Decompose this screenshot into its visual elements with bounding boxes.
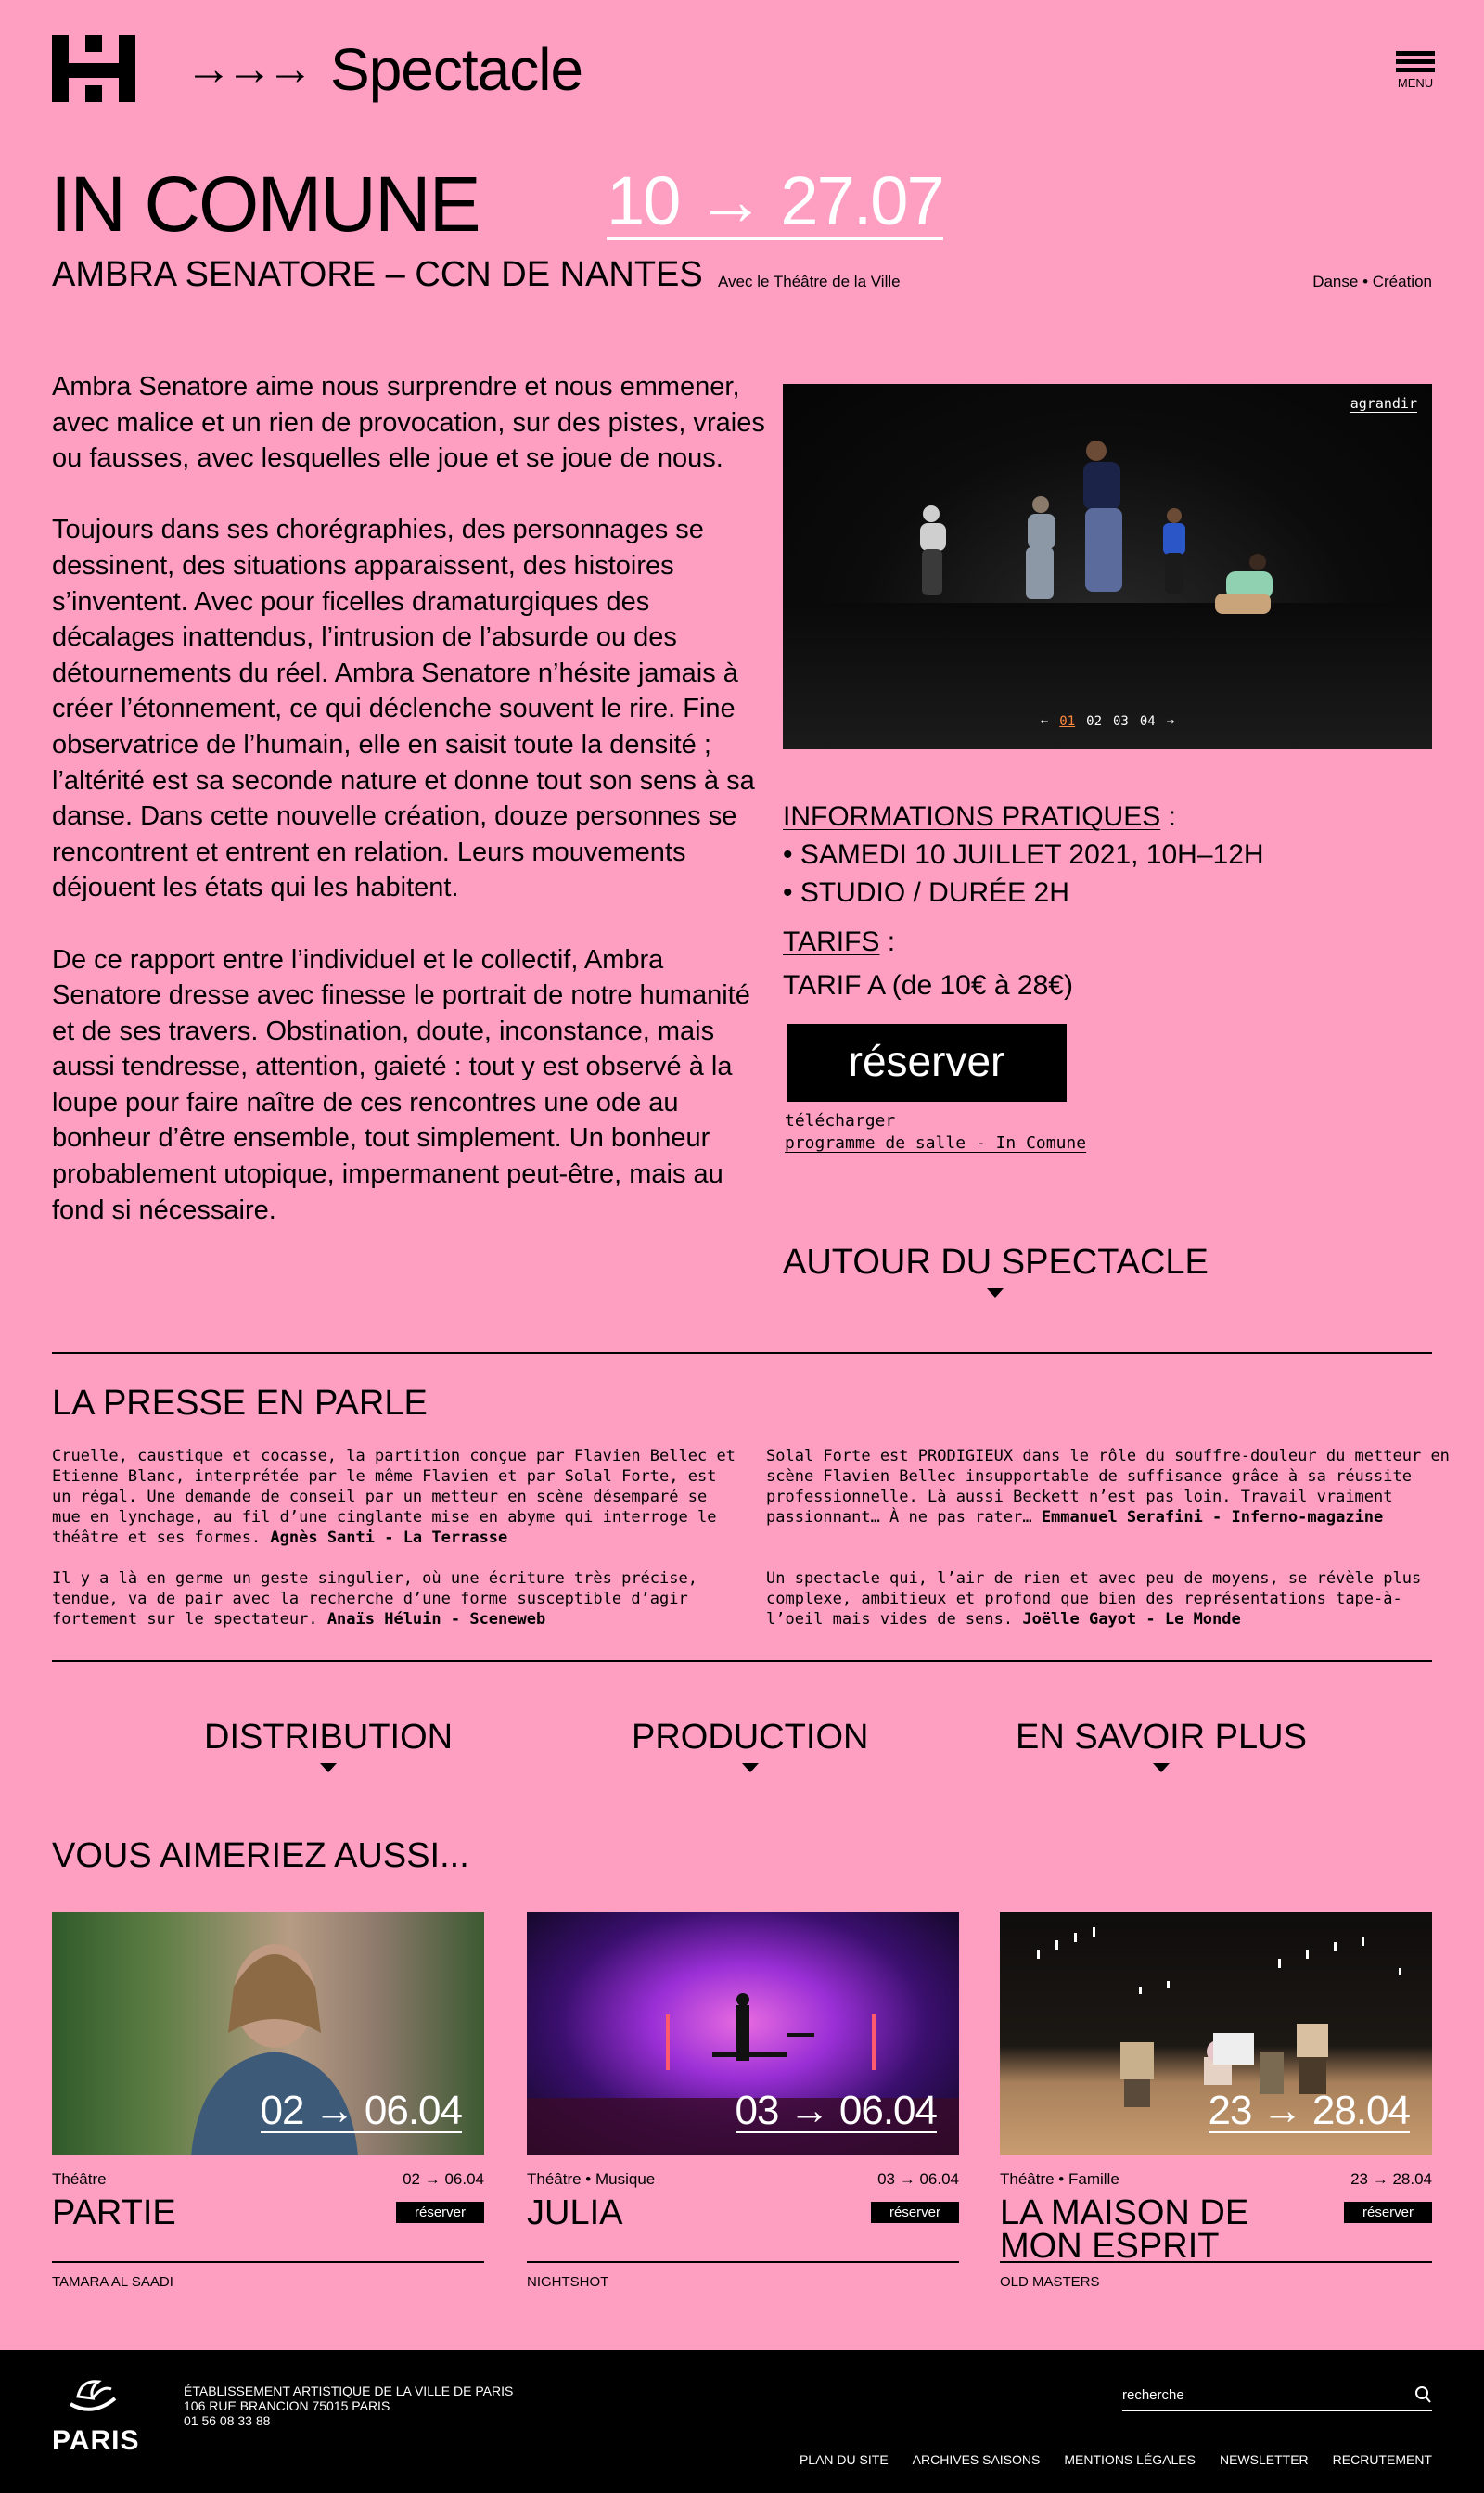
card-reserve-button[interactable]: réserver — [871, 2202, 959, 2223]
site-footer — [0, 2350, 1484, 2493]
paris-ship-icon — [65, 2376, 121, 2417]
divider — [52, 1660, 1432, 1662]
card-reserve-button[interactable]: réserver — [396, 2202, 484, 2223]
tarif-value: TARIF A (de 10€ à 28€) — [783, 970, 1073, 1001]
footer-search[interactable] — [1122, 2387, 1432, 2411]
quote-text: Il y a là en germe un geste singulier, où une écriture très précise, tendue, va de pair avec la recherche d’une forme susceptible d’agir fortement sur le spectateur. — [52, 1569, 697, 1629]
press-heading: LA PRESSE EN PARLE — [52, 1384, 428, 1423]
info-heading: INFORMATIONS PRATIQUES — [783, 801, 1161, 832]
quote-author: Emmanuel Serafini - Inferno-magazine — [1041, 1508, 1384, 1527]
caret-down-icon — [320, 1763, 337, 1772]
address-line: ÉTABLISSEMENT ARTISTIQUE DE LA VILLE DE PARIS — [184, 2384, 514, 2398]
show-description — [52, 369, 766, 1264]
caret-down-icon — [1153, 1763, 1170, 1772]
gallery-pager — [783, 714, 1432, 729]
paris-label: PARIS — [52, 2425, 140, 2456]
search-icon[interactable] — [1414, 2385, 1432, 2404]
address-line: 106 RUE BRANCION 75015 PARIS — [184, 2398, 390, 2413]
footer-links — [775, 2452, 1432, 2467]
download-block — [785, 1110, 1086, 1155]
card-date: 02 → 06.04 — [403, 2170, 484, 2188]
section-title — [186, 35, 582, 104]
card-genre: Théâtre — [52, 2170, 107, 2188]
hamburger-icon — [1396, 51, 1435, 56]
card-artist: OLD MASTERS — [1000, 2274, 1100, 2290]
card-title[interactable]: LA MAISON DE MON ESPRIT — [1000, 2193, 1249, 2266]
quote-author: Anaïs Héluin - Sceneweb — [326, 1610, 546, 1629]
info-line-venue: • STUDIO / DURÉE 2H — [783, 877, 1069, 908]
card-overlay-date: 23 → 28.04 — [1208, 2088, 1410, 2133]
gallery-page-2[interactable]: 02 — [1086, 714, 1102, 729]
show-subtitle: AMBRA SENATORE – CCN DE NANTES — [52, 255, 703, 294]
en-savoir-plus-label: EN SAVOIR PLUS — [1016, 1718, 1307, 1757]
related-card[interactable] — [527, 1912, 959, 2290]
quote-author: Joëlle Gayot - Le Monde — [1022, 1610, 1241, 1629]
quote-text: Solal Forte est PRODIGIEUX dans le rôle du souffre-douleur du metteur en scène Flavien Bellec insupportable de suffisance grâce à sa réussite professionnelle. Là aussi Beckett n’est pas loin. Travail vraiment passionnant… À ne pas rater… — [766, 1447, 1450, 1527]
production-dropdown[interactable] — [632, 1718, 868, 1772]
en-savoir-plus-dropdown[interactable] — [1016, 1718, 1307, 1772]
arrow-right-icon[interactable]: → — [1166, 714, 1175, 729]
caret-down-icon — [742, 1763, 759, 1772]
related-card[interactable] — [52, 1912, 484, 2290]
search-input[interactable]: recherche — [1122, 2387, 1184, 2403]
caret-down-icon — [987, 1288, 1004, 1298]
menu-button[interactable] — [1396, 51, 1435, 90]
gallery-page-4[interactable]: 04 — [1139, 714, 1156, 729]
info-heading-colon: : — [1160, 801, 1176, 832]
footer-link-recrutement[interactable]: RECRUTEMENT — [1332, 2452, 1432, 2467]
menu-label: MENU — [1397, 76, 1434, 90]
site-logo[interactable] — [52, 35, 135, 102]
quote-text: Cruelle, caustique et cocasse, la partition conçue par Flavien Bellec et Etienne Blanc, interprétée par le même Flavien et par Solal Forte, est un régal. Une demande de conseil par un metteur en scène désemparé se mue en lynchage, au fil d’une cinglante mise en abyme qui interroge le théâtre et ses formes. — [52, 1447, 736, 1547]
practical-info — [783, 798, 1432, 1004]
card-title[interactable]: JULIA — [527, 2193, 623, 2232]
description-paragraph: Toujours dans ses chorégraphies, des personnages se dessinent, des situations apparaissent, des histoires s’inventent. Avec pour ficelles dramaturgiques des décalages inattendus, l’intrusion de l’absurde ou des détournements du réel. Ambra Senatore n’hésite jamais à créer l’étonnement, ce qui déclenche souvent le rire. Fine observatrice de l’humain, elle en saisit toute la densité ; l’altérité est sa seconde nature et donne tout son sens à sa danse. Dans cette nouvelle création, douze personnes se rencontrent et entrent en relation. Leurs mouvements déjouent les états qui les habitent. — [52, 515, 755, 903]
enlarge-link[interactable]: agrandir — [1350, 395, 1417, 412]
production-label: PRODUCTION — [632, 1718, 869, 1757]
press-quote — [766, 1446, 1452, 1528]
card-title[interactable]: PARTIE — [52, 2193, 176, 2232]
card-reserve-button[interactable]: réserver — [1344, 2202, 1432, 2223]
footer-address — [184, 2384, 513, 2428]
card-divider — [527, 2261, 959, 2263]
card-divider — [52, 2261, 484, 2263]
card-image[interactable] — [527, 1912, 959, 2155]
footer-link-archives[interactable]: ARCHIVES SAISONS — [912, 2452, 1041, 2467]
card-artist: NIGHTSHOT — [527, 2274, 609, 2290]
press-quote — [52, 1568, 738, 1630]
tarifs-heading: TARIFS — [783, 927, 880, 957]
distribution-label: DISTRIBUTION — [204, 1718, 454, 1757]
tarifs-heading-colon: : — [879, 927, 896, 957]
press-quote — [766, 1568, 1452, 1630]
card-genre: Théâtre • Musique — [527, 2170, 656, 2188]
download-label: télécharger — [785, 1111, 896, 1131]
related-card[interactable] — [1000, 1912, 1432, 2290]
card-image[interactable] — [52, 1912, 484, 2155]
address-line: 01 56 08 33 88 — [184, 2413, 271, 2428]
hamburger-icon-bar — [1396, 68, 1435, 72]
press-quote — [52, 1446, 738, 1548]
page-title: IN COMUNE — [50, 160, 480, 248]
card-image[interactable] — [1000, 1912, 1432, 2155]
related-heading: VOUS AIMERIEZ AUSSI... — [52, 1836, 469, 1875]
show-photo[interactable] — [783, 384, 1432, 749]
quote-author: Agnès Santi - La Terrasse — [270, 1528, 508, 1547]
footer-link-newsletter[interactable]: NEWSLETTER — [1219, 2452, 1309, 2467]
description-paragraph: Ambra Senatore aime nous surprendre et nous emmener, avec malice et un rien de provocation, sur des pistes, vraies ou fausses, avec lesquelles elle joue et se joue de nous. — [52, 372, 765, 474]
footer-link-mentions[interactable]: MENTIONS LÉGALES — [1064, 2452, 1196, 2467]
card-overlay-date: 03 → 06.04 — [735, 2088, 937, 2133]
gallery-page-1[interactable]: 01 — [1059, 714, 1076, 729]
gallery-page-3[interactable]: 03 — [1113, 714, 1129, 729]
brand-label: Spectacle — [330, 36, 583, 103]
card-date: 03 → 06.04 — [877, 2170, 959, 2188]
program-download-link[interactable]: programme de salle - In Comune — [785, 1133, 1087, 1153]
quote-text: Un spectacle qui, l’air de rien et avec peu de moyens, se révèle plus complexe, ambitieux et profond que bien des représentations tape-à-l’oeil mais vides de sens. — [766, 1569, 1422, 1629]
hamburger-icon-bar — [1396, 59, 1435, 64]
autour-dropdown[interactable] — [783, 1243, 1209, 1298]
arrow-left-icon[interactable]: ← — [1040, 714, 1049, 729]
dancers-illustration — [783, 384, 1432, 749]
description-paragraph: De ce rapport entre l’individuel et le collectif, Ambra Senatore dresse avec finesse le portrait de notre humanité et de ses travers. Obstination, doute, inconstance, mais aussi tendresse, attention, gaieté : tout y est observé à la loupe pour faire naître de ces rencontres une ode au bonheur d’être ensemble, tout simplement. Un bonheur probablement utopique, impermanent peut-être, mais au fond si nécessaire. — [52, 944, 750, 1225]
show-genre: Danse • Création — [1312, 273, 1432, 290]
card-overlay-date: 02 → 06.04 — [260, 2088, 462, 2133]
card-date: 23 → 28.04 — [1350, 2170, 1432, 2188]
show-dates: 10 → 27.07 — [607, 162, 943, 239]
footer-link-plan[interactable]: PLAN DU SITE — [799, 2452, 889, 2467]
triple-arrow-icon: →→→ — [186, 43, 308, 95]
autour-label: AUTOUR DU SPECTACLE — [783, 1243, 1209, 1282]
info-line-date: • SAMEDI 10 JUILLET 2021, 10H–12H — [783, 839, 1264, 870]
paris-logo[interactable] — [52, 2376, 140, 2457]
partner-note: Avec le Théâtre de la Ville — [718, 273, 901, 290]
card-artist: TAMARA AL SAADI — [52, 2274, 173, 2290]
card-genre: Théâtre • Famille — [1000, 2170, 1119, 2188]
distribution-dropdown[interactable] — [204, 1718, 453, 1772]
divider — [52, 1352, 1432, 1354]
reserve-button[interactable]: réserver — [787, 1024, 1067, 1102]
